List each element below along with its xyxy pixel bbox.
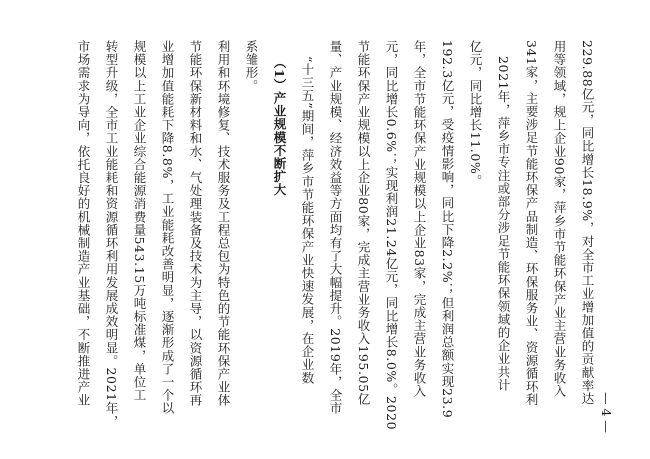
text-line: 节能环保新材料和水、气处理装备及技术为主导，以资源循环再 <box>188 40 203 407</box>
text-line: 转型升级，全市工业能耗和资源循环利用发展成效明显。2021年， <box>104 40 119 428</box>
page-number: — 4 — <box>599 392 614 433</box>
text-line: 2021年，萍乡市专注或部分涉足节能环保领域的企业共计 <box>496 56 511 392</box>
text-line: 元，同比增长0.6%；实现利润21.24亿元，同比增长8.0%。2020 <box>384 40 399 431</box>
text-line: 用等领域，规上企业90家，萍乡市节能环保产业主营业务收入 <box>552 40 567 398</box>
text-line: 规模以上工业企业综合能源消费量543.15万吨标准煤，单位工 <box>132 40 147 402</box>
text-line: 229.88亿元，同比增长18.9%，对全市工业增加值的贡献率达 <box>580 40 595 406</box>
text-line: 节能环保产业规模以上企业80家，完成主营业务收入195.05亿 <box>356 40 371 406</box>
text-line: 利用和环境修复、技术服务及工程总包为特色的节能环保产业体 <box>216 40 231 407</box>
text-line: 市场需求为导向，依托良好的机械制造产业基础，不断推进产业 <box>76 40 91 407</box>
text-line: “十三五”期间，萍乡市节能环保产业快速发展，在企业数 <box>300 56 315 385</box>
text-line: 年，全市节能环保产业规模以上企业83家，完成主营业务收入 <box>412 40 427 398</box>
text-line: 192.3亿元，受疫情影响，同比下降2.2%；但利润总额实现23.9 <box>440 40 455 419</box>
text-line: 系雏形。 <box>244 40 259 93</box>
text-line: 量、产业规模、经济效益等方面均有了大幅提升。2019年，全市 <box>328 40 343 415</box>
text-line: 亿元，同比增长11.0%。 <box>468 40 483 188</box>
text-line: 业增加值能耗下降8.8%，工业能耗改善明显，逐渐形成了一个以 <box>160 40 175 415</box>
text-line: 341家，主要涉足节能环保产品制造、环保服务业、资源循环利 <box>524 40 539 407</box>
section-heading: （1）产业规模不断扩大 <box>272 56 287 197</box>
